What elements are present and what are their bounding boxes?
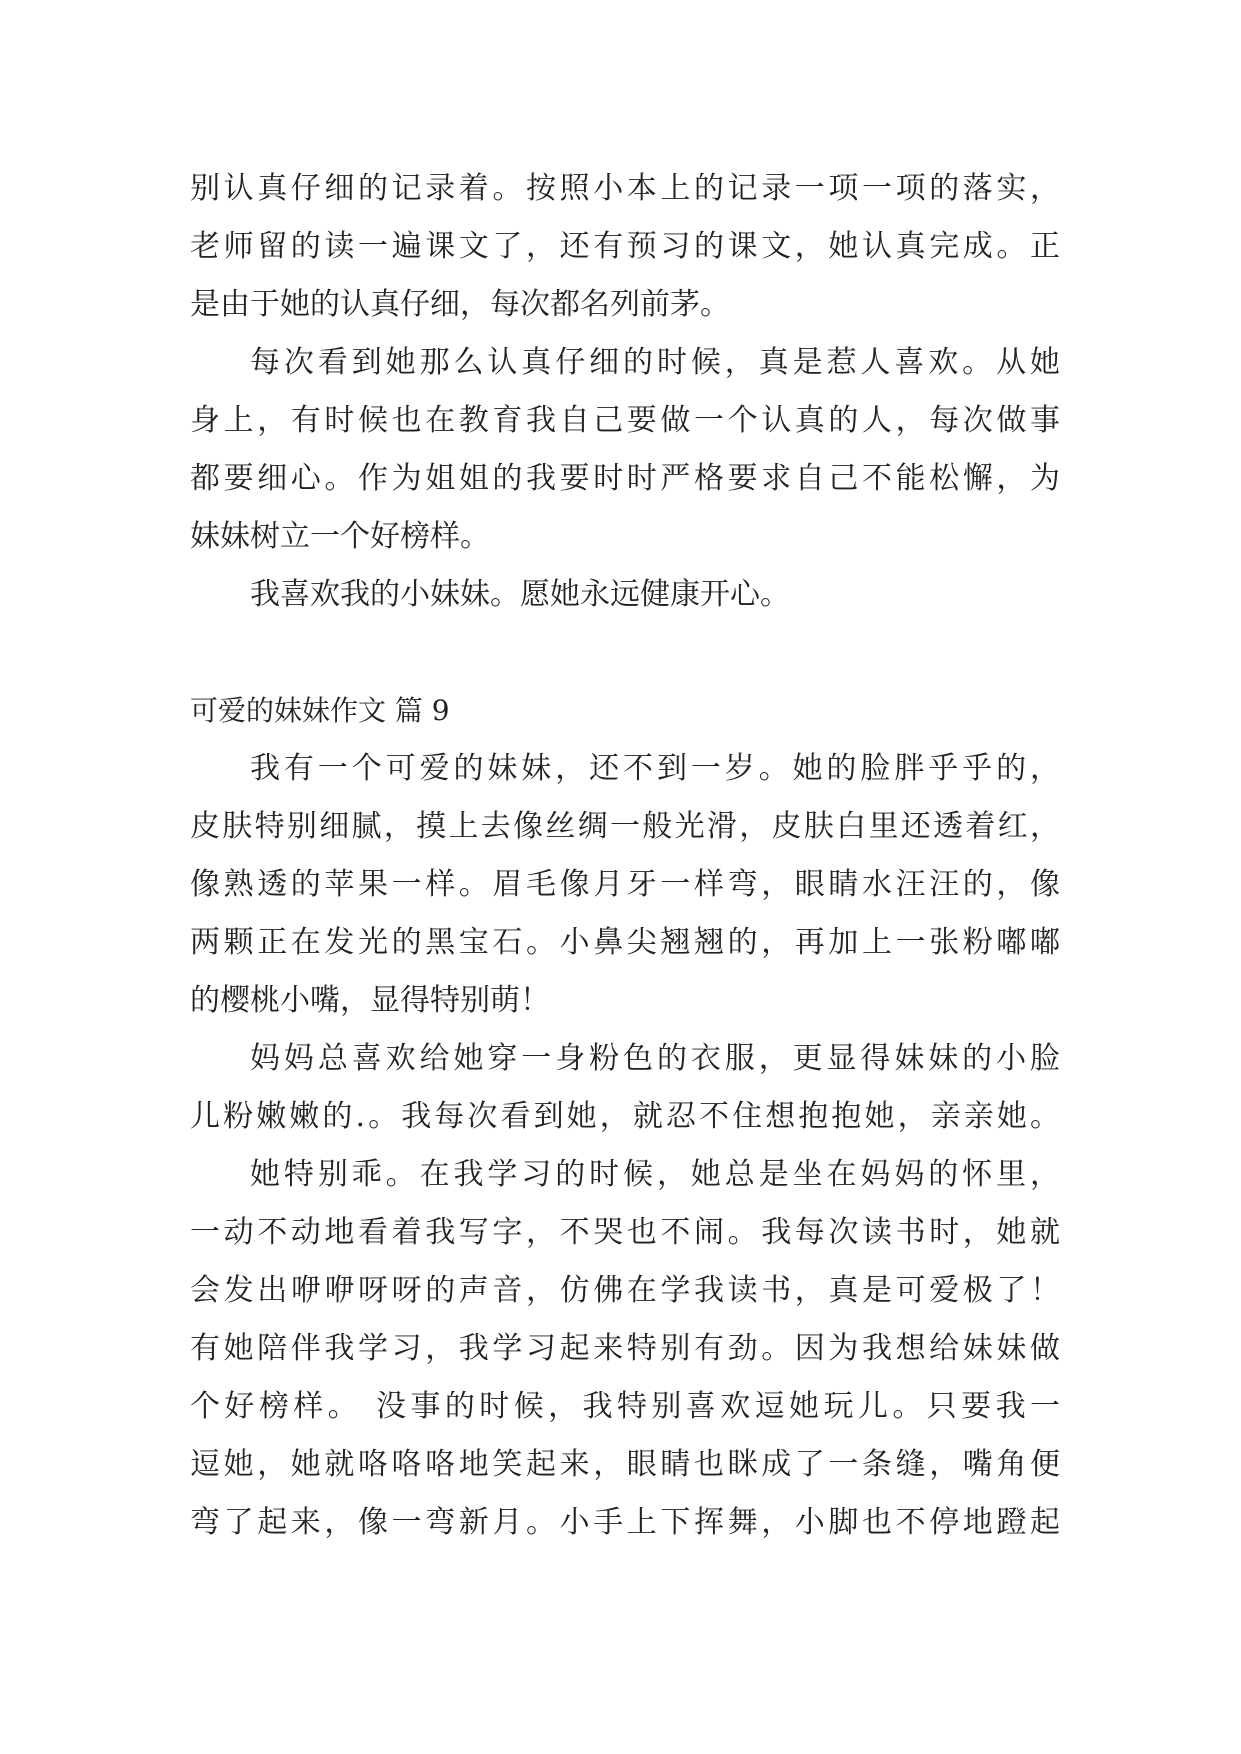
text-line: 她特别乖。在我学习的时候，她总是坐在妈妈的怀里， [250,1157,1060,1192]
text-line: 像熟透的苹果一样。眉毛像月牙一样弯，眼睛水汪汪的，像 [190,867,1060,902]
text-line: 皮肤特别细腻，摸上去像丝绸一般光滑，皮肤白里还透着红， [190,809,1060,844]
text-line: 我喜欢我的小妹妹。愿她永远健康开心。 [250,577,790,612]
paragraph [190,334,1060,566]
text-line: 我有一个可爱的妹妹，还不到一岁。她的脸胖乎乎的， [250,751,1060,786]
paragraph [190,160,1060,334]
text-line: 妹妹树立一个好榜样。 [190,519,490,554]
text-line: 都要细心。作为姐姐的我要时时严格要求自己不能松懈，为 [190,461,1060,496]
text-line: 弯了起来，像一弯新月。小手上下挥舞，小脚也不停地蹬起 [190,1505,1060,1540]
paragraph [190,740,1060,1030]
text-line: 身上，有时候也在教育我自己要做一个认真的人，每次做事 [190,403,1060,438]
text-line: 个好榜样。 没事的时候，我特别喜欢逗她玩儿。只要我一 [190,1389,1060,1424]
document-body [190,160,1060,1552]
text-line: 的樱桃小嘴，显得特别萌！ [190,983,550,1018]
text-line: 别认真仔细的记录着。按照小本上的记录一项一项的落实， [190,171,1060,206]
text-line: 是由于她的认真仔细，每次都名列前茅。 [190,287,730,322]
text-line: 两颗正在发光的黑宝石。小鼻尖翘翘的，再加上一张粉嘟嘟 [190,925,1060,960]
text-line: 会发出咿咿呀呀的声音，仿佛在学我读书，真是可爱极了！ [190,1273,1060,1308]
paragraph [190,1030,1060,1146]
text-line: 逗她，她就咯咯咯地笑起来，眼睛也眯成了一条缝，嘴角便 [190,1447,1060,1482]
text-line: 一动不动地看着我写字，不哭也不闹。我每次读书时，她就 [190,1215,1060,1250]
blank-line [190,624,1060,682]
text-line: 老师留的读一遍课文了，还有预习的课文，她认真完成。正 [190,229,1060,264]
text-line: 每次看到她那么认真仔细的时候，真是惹人喜欢。从她 [250,345,1060,380]
paragraph [190,1146,1060,1552]
paragraph [190,566,1060,624]
text-line: 儿粉嫩嫩的.。我每次看到她，就忍不住想抱抱她，亲亲她。 [190,1099,1060,1134]
text-line: 有她陪伴我学习，我学习起来特别有劲。因为我想给妹妹做 [190,1331,1060,1366]
text-line: 妈妈总喜欢给她穿一身粉色的衣服，更显得妹妹的小脸 [250,1041,1060,1076]
section-title: 可爱的妹妹作文 篇 9 [190,694,450,727]
